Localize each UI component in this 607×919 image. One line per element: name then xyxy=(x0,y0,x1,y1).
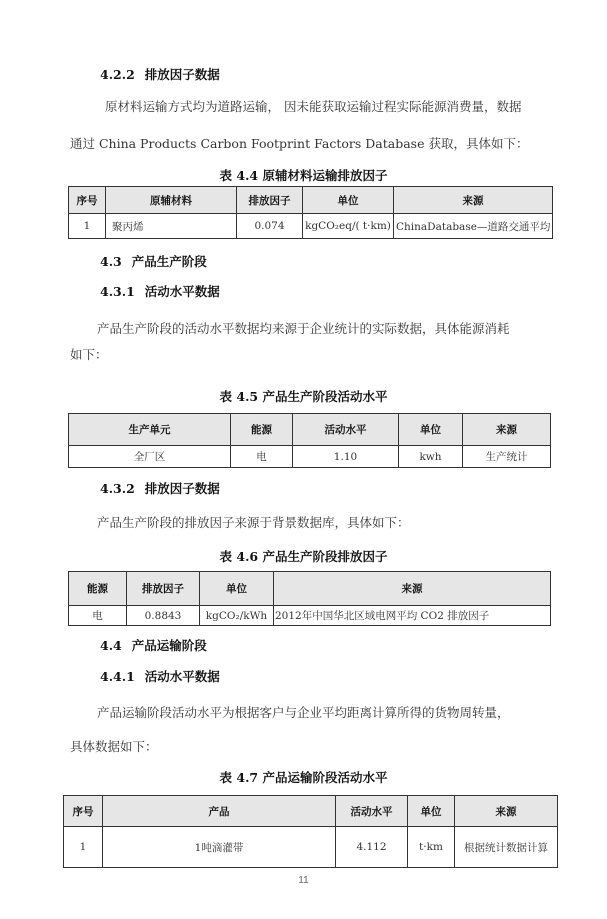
section-number: 4.4 xyxy=(100,638,122,653)
paragraph-line: 产品生产阶段的排放因子来源于背景数据库，具体如下： xyxy=(97,515,410,530)
table-cell: 4.112 xyxy=(336,827,408,868)
table-header-cell: 活动水平 xyxy=(293,414,399,446)
table-cell: 1.10 xyxy=(293,446,399,468)
section-number: 4.4.1 xyxy=(100,669,135,684)
table-row xyxy=(69,446,551,468)
table-cell: 1 xyxy=(69,214,106,239)
table-4-6 xyxy=(68,571,551,626)
section-heading-4-4 xyxy=(100,636,207,654)
section-heading-4-3 xyxy=(100,252,207,270)
table-header-cell: 活动水平 xyxy=(336,796,408,827)
table-header-cell: 原辅材料 xyxy=(106,187,237,214)
table-4-4 xyxy=(68,186,553,239)
table-header-cell: 生产单元 xyxy=(69,414,231,446)
table-4-7 xyxy=(63,795,558,868)
table-cell: 电 xyxy=(231,446,293,468)
table-header-cell: 单位 xyxy=(408,796,455,827)
table-header-cell: 能源 xyxy=(69,572,127,606)
paragraph-line: 通过 China Products Carbon Footprint Factors Database 获取，具体如下： xyxy=(70,136,529,151)
table-header-cell: 排放因子 xyxy=(127,572,200,606)
table-cell: 0.8843 xyxy=(127,606,200,626)
section-heading-4-3-2 xyxy=(100,479,220,497)
table-row xyxy=(69,214,553,239)
table-header-cell: 产品 xyxy=(103,796,336,827)
table-cell: 电 xyxy=(69,606,127,626)
table-header-cell: 来源 xyxy=(394,187,553,214)
table-header-cell: 能源 xyxy=(231,414,293,446)
section-title: 产品生产阶段 xyxy=(131,254,207,269)
section-heading-4-2-2 xyxy=(100,65,220,83)
section-title: 排放因子数据 xyxy=(144,67,220,82)
table-cell: 全厂区 xyxy=(69,446,231,468)
table-header-cell: 来源 xyxy=(274,572,551,606)
section-title: 活动水平数据 xyxy=(144,669,220,684)
table-cell: kwh xyxy=(399,446,463,468)
table-cell: 0.074 xyxy=(237,214,303,239)
table-header-cell: 单位 xyxy=(200,572,274,606)
table-cell: 根据统计数据计算 xyxy=(455,827,558,868)
paragraph-line: 具体数据如下： xyxy=(70,739,158,754)
table-header-cell: 序号 xyxy=(64,796,103,827)
paragraph-line: 产品生产阶段的活动水平数据均来源于企业统计的实际数据，具体能源消耗 xyxy=(97,321,510,336)
section-title: 产品运输阶段 xyxy=(131,638,207,653)
table-caption: 表 4.5 产品生产阶段活动水平 xyxy=(219,389,388,404)
table-header-cell: 来源 xyxy=(463,414,551,446)
table-cell: 1吨滴灌带 xyxy=(103,827,336,868)
section-number: 4.3.1 xyxy=(100,284,135,299)
section-title: 排放因子数据 xyxy=(144,481,220,496)
table-cell: ChinaDatabase—道路交通平均 xyxy=(394,214,553,239)
table-cell: 2012年中国华北区域电网平均 CO2 排放因子 xyxy=(274,606,551,626)
section-heading-4-3-1 xyxy=(100,282,220,300)
table-header-cell: 排放因子 xyxy=(237,187,303,214)
table-cell: 生产统计 xyxy=(463,446,551,468)
table-caption: 表 4.6 产品生产阶段排放因子 xyxy=(219,549,388,564)
table-header-cell: 单位 xyxy=(399,414,463,446)
table-cell: 1 xyxy=(64,827,103,868)
paragraph-line: 原材料运输方式均为道路运输， 因未能获取运输过程实际能源消费量，数据 xyxy=(105,99,522,114)
table-row xyxy=(64,827,558,868)
paragraph-line: 如下： xyxy=(70,347,108,362)
section-number: 4.3 xyxy=(100,254,122,269)
table-header-cell: 单位 xyxy=(303,187,394,214)
section-number: 4.3.2 xyxy=(100,481,135,496)
table-cell: t·km xyxy=(408,827,455,868)
table-header-cell: 序号 xyxy=(69,187,106,214)
table-caption: 表 4.7 产品运输阶段活动水平 xyxy=(219,770,388,785)
section-number: 4.2.2 xyxy=(100,67,135,82)
paragraph-line: 产品运输阶段活动水平为根据客户与企业平均距离计算所得的货物周转量， xyxy=(97,705,510,720)
table-cell: 聚丙烯 xyxy=(106,214,237,239)
table-4-5 xyxy=(68,413,551,468)
page-number: 11 xyxy=(298,875,309,886)
table-header-cell: 来源 xyxy=(455,796,558,827)
table-row xyxy=(69,606,551,626)
section-heading-4-4-1 xyxy=(100,667,220,685)
table-caption: 表 4.4 原辅材料运输排放因子 xyxy=(219,168,388,183)
table-cell: kgCO₂eq/( t·km) xyxy=(303,214,394,239)
section-title: 活动水平数据 xyxy=(144,284,220,299)
table-cell: kgCO₂/kWh xyxy=(200,606,274,626)
